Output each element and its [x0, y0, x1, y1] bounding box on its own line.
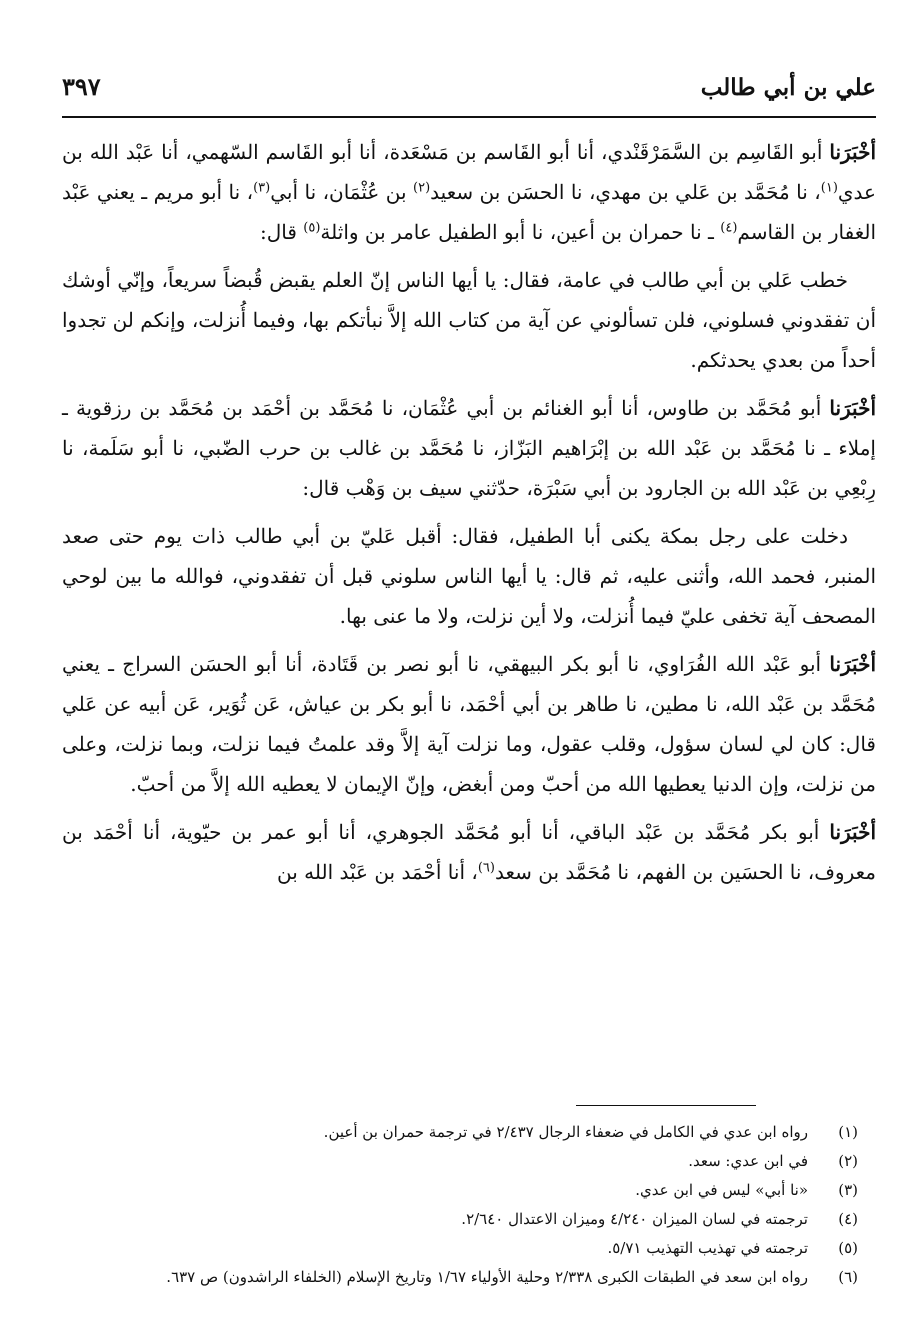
text-paragraph [62, 388, 876, 508]
text-segment: ، نا مُحَمَّد بن عَلي بن مهدي، نا الحسَن بن سعيد [430, 180, 821, 204]
text-segment: قال: [260, 220, 304, 244]
text-segment: أبو مُحَمَّد بن طاوس، أنا أبو الغنائم بن أبي عُثْمَان، نا مُحَمَّد بن أحْمَد بن مُحَمَّد بن رزقوية ـ إملاء ـ نا مُحَمَّد بن عَبْد الله بن إبْرَاهيم البَزّاز، نا مُحَمَّد بن غالب بن حرب الضّبي، نا أبو سَلَمة، نا رِبْعِي بن عَبْد الله بن الجارود بن أبي سَبْرَة، حدّثني سيف بن وَهْب قال: [62, 396, 876, 500]
paragraph-lead-word: أخْبَرَنا [829, 140, 876, 164]
text-segment: أبو بكر مُحَمَّد بن عَبْد الباقي، أنا أبو مُحَمَّد الجوهري، أنا أبو عمر بن حيّوية، أنا أحْمَد بن معروف، نا الحسَين بن الفهم، نا مُحَمَّد بن سعد [62, 820, 876, 884]
text-segment: أبو القَاسِم بن السَّمَرْقَنْدي، أنا أبو القَاسم بن مَسْعَدة، أنا أبو القَاسم السّهمي، أنا عَبْد الله بن عدي [62, 140, 876, 204]
text-paragraph [62, 132, 876, 252]
footnote-text: رواه ابن عدي في الكامل في ضعفاء الرجال ٢/٤٣٧ في ترجمة حمران بن أعين. [323, 1123, 808, 1141]
text-segment: ـ نا حمران بن أعين، نا أبو الطفيل عامر بن واثلة [320, 220, 721, 244]
page-number: ٣٩٧ [62, 72, 101, 101]
footnote-text: ترجمته في لسان الميزان ٤/٢٤٠ وميزان الاعتدال ٢/٦٤٠. [461, 1210, 808, 1228]
text-paragraph [62, 260, 876, 380]
footnote-item [62, 1263, 858, 1292]
text-segment: دخلت على رجل بمكة يكنى أبا الطفيل، فقال: أقبل عَليّ بن أبي طالب ذات يوم حتى صعد المنبر، فحمد الله، وأثنى عليه، ثم قال: يا أيها الناس سلوني قبل أن تفقدوني، فوالله ما بين لوحي المصحف آية تخفى عليّ فيما أُنزلت، ولا أين نزلت، ولا ما عنى بها. [62, 524, 877, 628]
footnote-text: رواه ابن سعد في الطبقات الكبرى ٢/٣٣٨ وحلية الأولياء ١/٦٧ وتاريخ الإسلام (الخلفاء الراشدون) ص ٦٣٧. [166, 1268, 808, 1286]
text-segment: بن عُثْمَان، نا أبي [270, 180, 414, 204]
footnote-divider [576, 1105, 756, 1106]
footnote-reference: (٣) [253, 180, 271, 196]
text-segment: ، نا أبو مريم ـ يعني عَبْد الغفار بن القاسم [62, 180, 876, 244]
footnote-item [62, 1147, 858, 1176]
running-head: علي بن أبي طالب [700, 74, 876, 101]
footnote-number: (٥) [838, 1239, 858, 1257]
footnote-item [62, 1118, 858, 1147]
text-segment: أبو عَبْد الله الفُرَاوي، نا أبو بكر البيهقي، نا أبو نصر بن قَتَادة، أنا أبو الحسَن السراج ـ يعني مُحَمَّد بن عَبْد الله، نا مطين، نا طاهر بن أبي أحْمَد، نا أبو بكر بن عياش، عَن ثُوَير، عَن أبيه عن عَلي قال: كان لي لسان سؤول، وقلب عقول، وما نزلت آية إلاَّ وقد علمتُ فيما نزلت، وبما نزلت، وعلى من نزلت، وإن الدنيا يعطيها الله من أحبّ ومن أبغض، وإنّ الإيمان لا يعطيه الله إلاَّ من أحبّ. [62, 652, 876, 796]
footnote-reference: (٢) [413, 180, 431, 196]
footnotes-list [62, 1118, 858, 1292]
footnote-item [62, 1176, 858, 1205]
paragraph-lead-word: أخْبَرَنا [829, 396, 876, 420]
text-paragraph [62, 644, 876, 804]
footnote-text: ترجمته في تهذيب التهذيب ٥/٧١. [607, 1239, 808, 1257]
footnote-number: (١) [838, 1123, 858, 1141]
footnote-item [62, 1205, 858, 1234]
text-segment: ، أنا أحْمَد بن عَبْد الله بن [277, 860, 478, 884]
main-text [62, 132, 876, 900]
text-segment: خطب عَلي بن أبي طالب في عامة، فقال: يا أيها الناس إنّ العلم يقبض قُبضاً سريعاً، وإنّي أوشك أن تفقدوني فسلوني، فلن تسألوني عن آية من كتاب الله إلاَّ نبأتكم بها، وفيما أُنزلت، وإنكم لن تجدوا أحداً من بعدي يحدثكم. [62, 268, 876, 372]
footnote-reference: (٥) [303, 220, 321, 236]
footnote-reference: (٤) [720, 220, 738, 236]
footnote-item [62, 1234, 858, 1263]
footnote-reference: (٦) [477, 860, 495, 876]
footnote-text: «نا أبي» ليس في ابن عدي. [635, 1181, 808, 1199]
footnote-number: (٣) [838, 1181, 858, 1199]
paragraph-lead-word: أخْبَرَنا [829, 652, 876, 676]
text-paragraph [62, 516, 876, 636]
footnote-number: (٦) [838, 1268, 858, 1286]
footnote-number: (٤) [838, 1210, 858, 1228]
text-paragraph [62, 812, 876, 892]
paragraph-lead-word: أخْبَرَنا [829, 820, 876, 844]
footnote-text: في ابن عدي: سعد. [688, 1152, 808, 1170]
footnote-reference: (١) [820, 180, 838, 196]
page-header [62, 66, 876, 118]
footnote-number: (٢) [838, 1152, 858, 1170]
